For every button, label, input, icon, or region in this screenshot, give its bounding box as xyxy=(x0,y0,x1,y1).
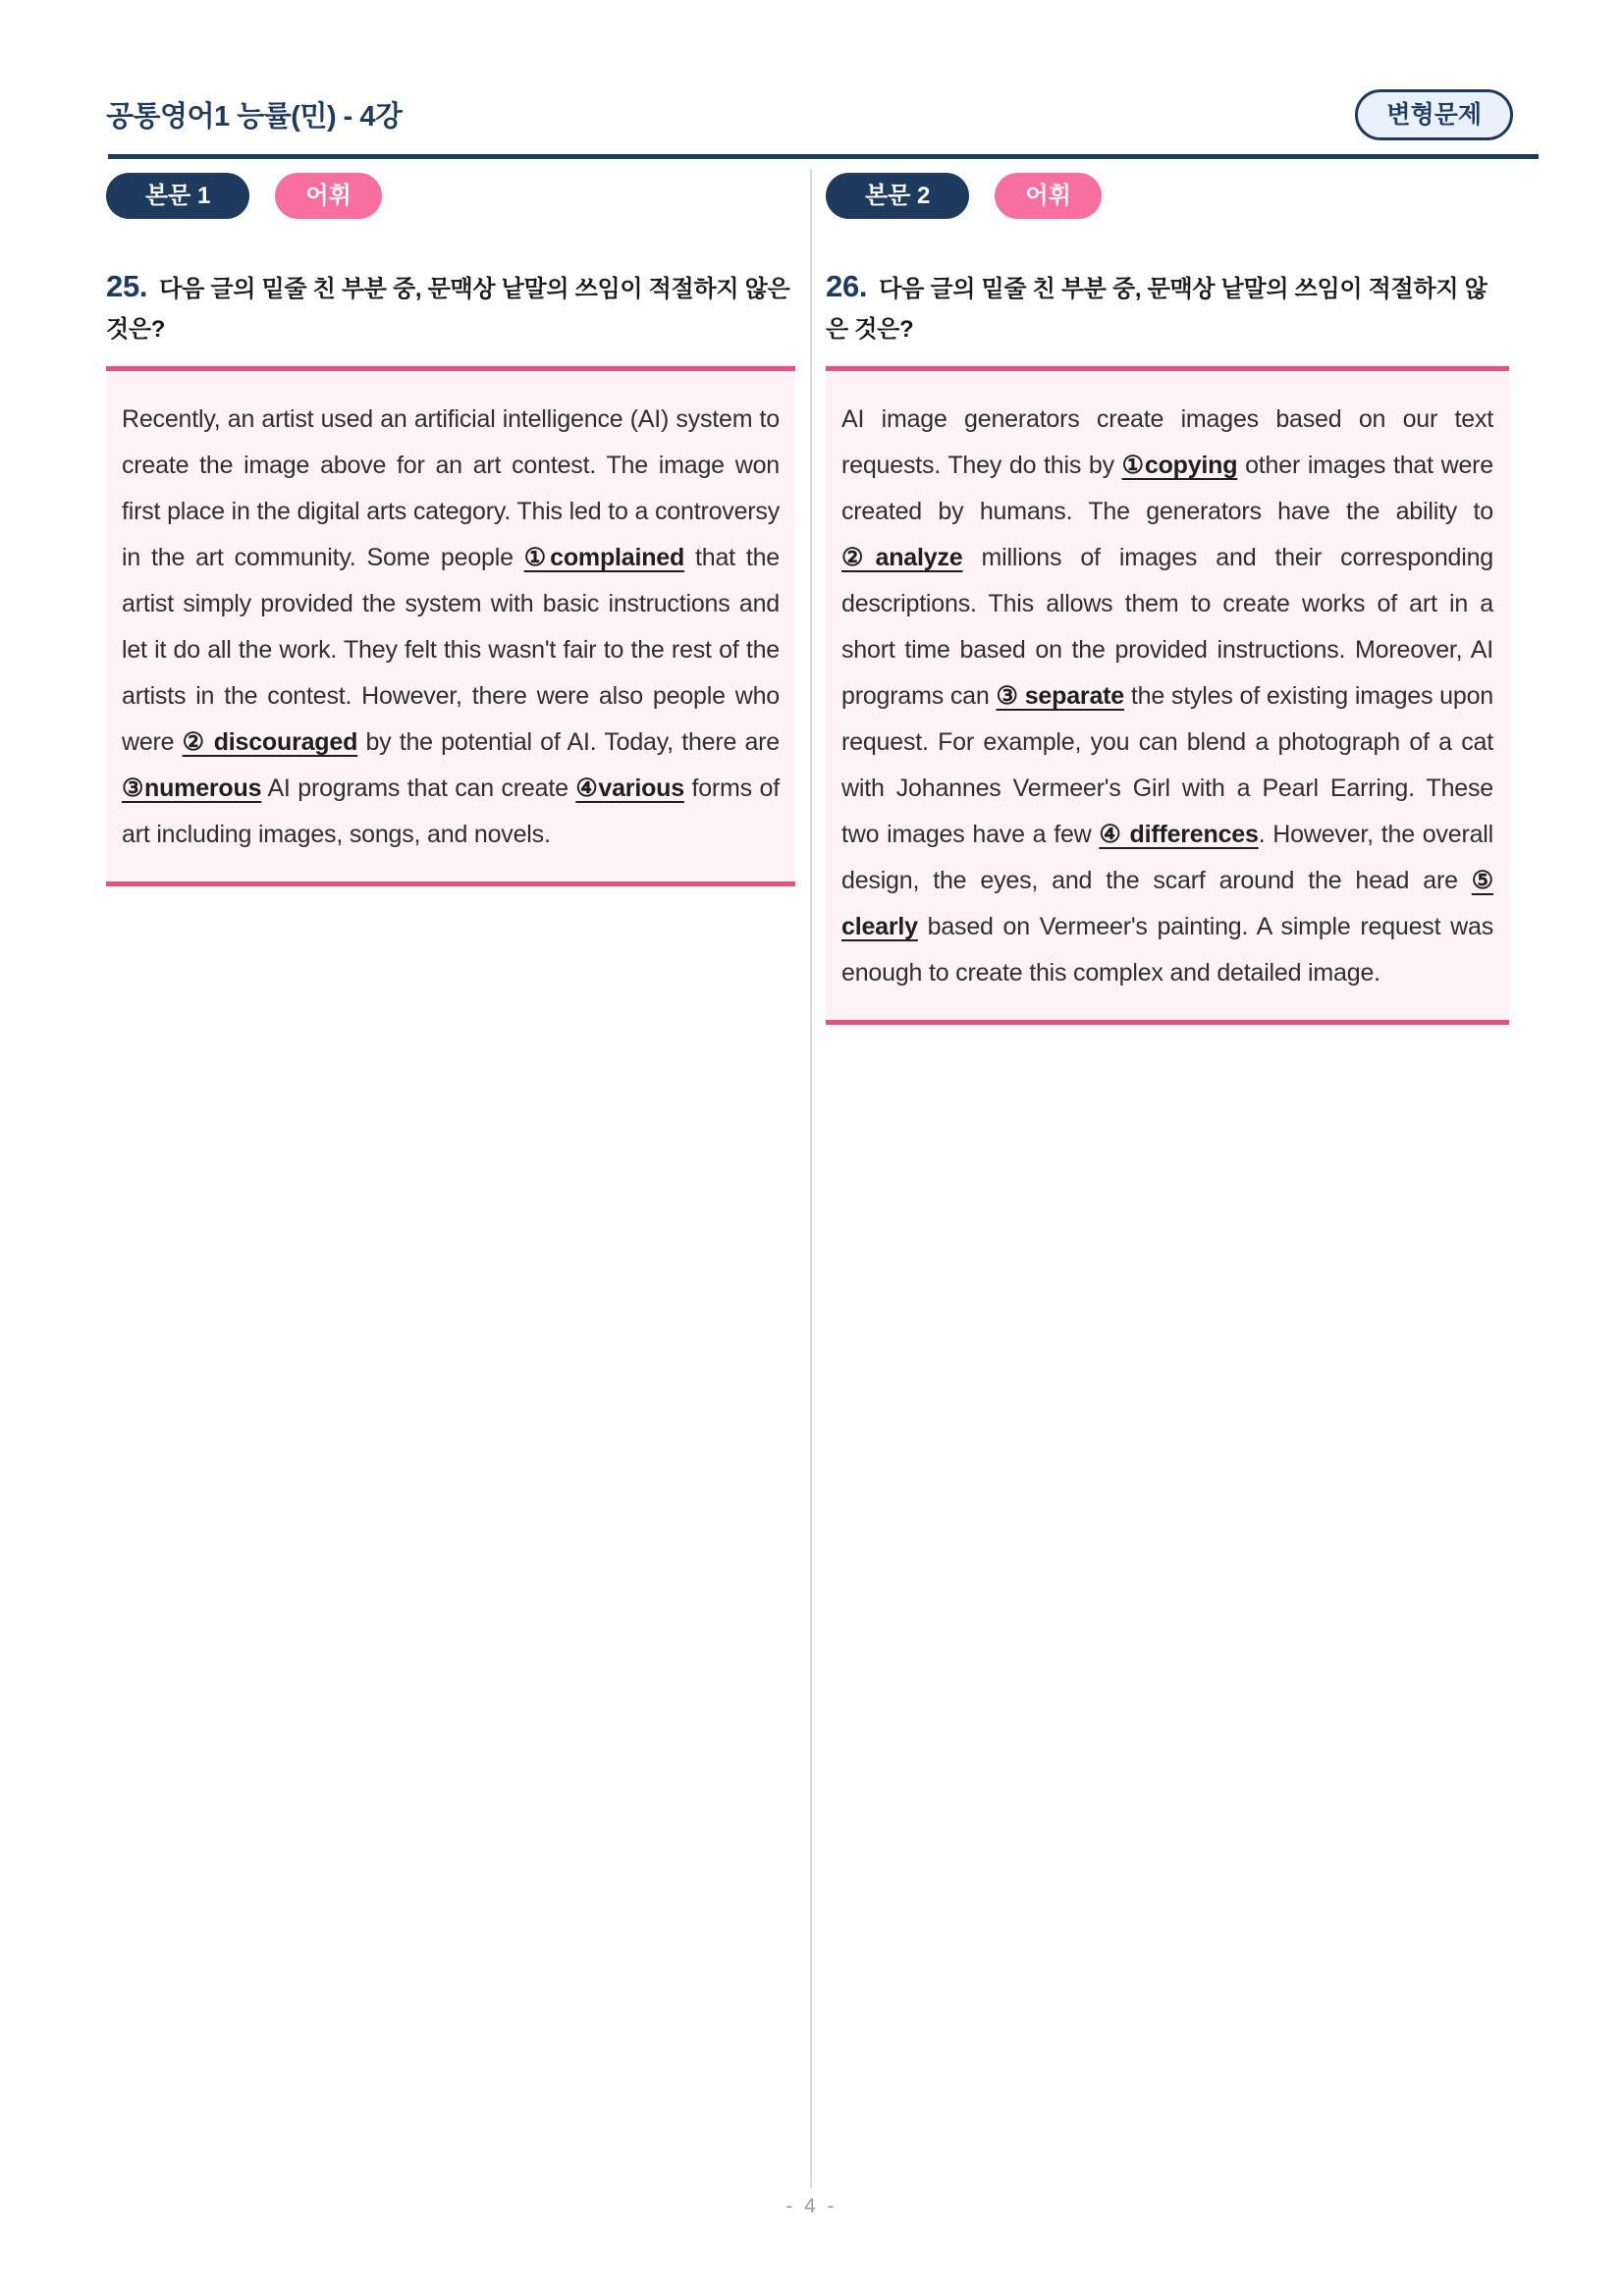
passage-text: Recently, an artist used an artificial intelligence (AI) system to create the image above for an art contest. The image won first place in the digital arts category. This led to a controversy in the art community. Some people ①complained that the artist simply provided the system with basic instructions and let it do all the work. They felt this wasn't fair to the rest of the artists in the contest. However, there were also people who were ② discouraged by the potential of AI. Today, there are ③numerous AI programs that can create ④various forms of art including images, songs, and novels. xyxy=(122,405,780,849)
question-column-26 xyxy=(826,173,1509,1025)
underlined-choice: ⑤ clearly xyxy=(841,867,1493,941)
question-stem xyxy=(106,262,795,349)
question-number: 26. xyxy=(826,269,868,303)
underlined-choice: ②analyze xyxy=(841,544,963,572)
underlined-choice: ② discouraged xyxy=(182,728,358,757)
underlined-choice: ④various xyxy=(575,774,684,803)
underlined-choice: ③ separate xyxy=(996,682,1124,711)
underlined-choice: ①copying xyxy=(1121,452,1238,480)
category-badge: 어휘 xyxy=(275,173,381,219)
category-badge: 어휘 xyxy=(995,173,1101,219)
underlined-choice: ①complained xyxy=(523,544,685,572)
source-badge: 본문 1 xyxy=(106,173,249,219)
badge-row xyxy=(826,173,1509,219)
passage-text: AI image generators create images based on our text requests. They do this by ①copying other images that were created by humans. The generators have the ability to ②analyze millions of images and their corresponding descriptions. This allows them to create works of art in a short time based on the provided instructions. Moreover, AI programs can ③ separate the styles of existing images upon request. For example, you can blend a photograph of a cat with Johannes Vermeer's Girl with a Pearl Earring. These two images have a few ④ differences. However, the overall design, the eyes, and the scarf around the head are ⑤ clearly based on Vermeer's painting. A simple request was enough to create this complex and detailed image. xyxy=(841,405,1494,988)
passage-box xyxy=(826,366,1509,1025)
passage-box xyxy=(106,366,795,886)
question-number: 25. xyxy=(106,269,148,303)
page-number: - 4 - xyxy=(785,2195,838,2217)
question-column-25 xyxy=(106,173,795,886)
page-title: 공통영어1 능률(민) - 4강 xyxy=(106,101,403,133)
source-badge: 본문 2 xyxy=(826,173,969,219)
header-divider xyxy=(108,154,1539,159)
question-stem xyxy=(826,262,1509,349)
underlined-choice: ③numerous xyxy=(122,774,262,803)
column-divider xyxy=(810,169,812,2189)
underlined-choice: ④ differences xyxy=(1099,821,1259,849)
question-text: 다음 글의 밑줄 친 부분 중, 문맥상 낱말의 쓰임이 적절하지 않은 것은? xyxy=(106,276,790,344)
question-text: 다음 글의 밑줄 친 부분 중, 문맥상 낱말의 쓰임이 적절하지 않은 것은? xyxy=(826,276,1488,344)
variant-problem-badge: 변형문제 xyxy=(1355,89,1513,140)
badge-row xyxy=(106,173,795,219)
